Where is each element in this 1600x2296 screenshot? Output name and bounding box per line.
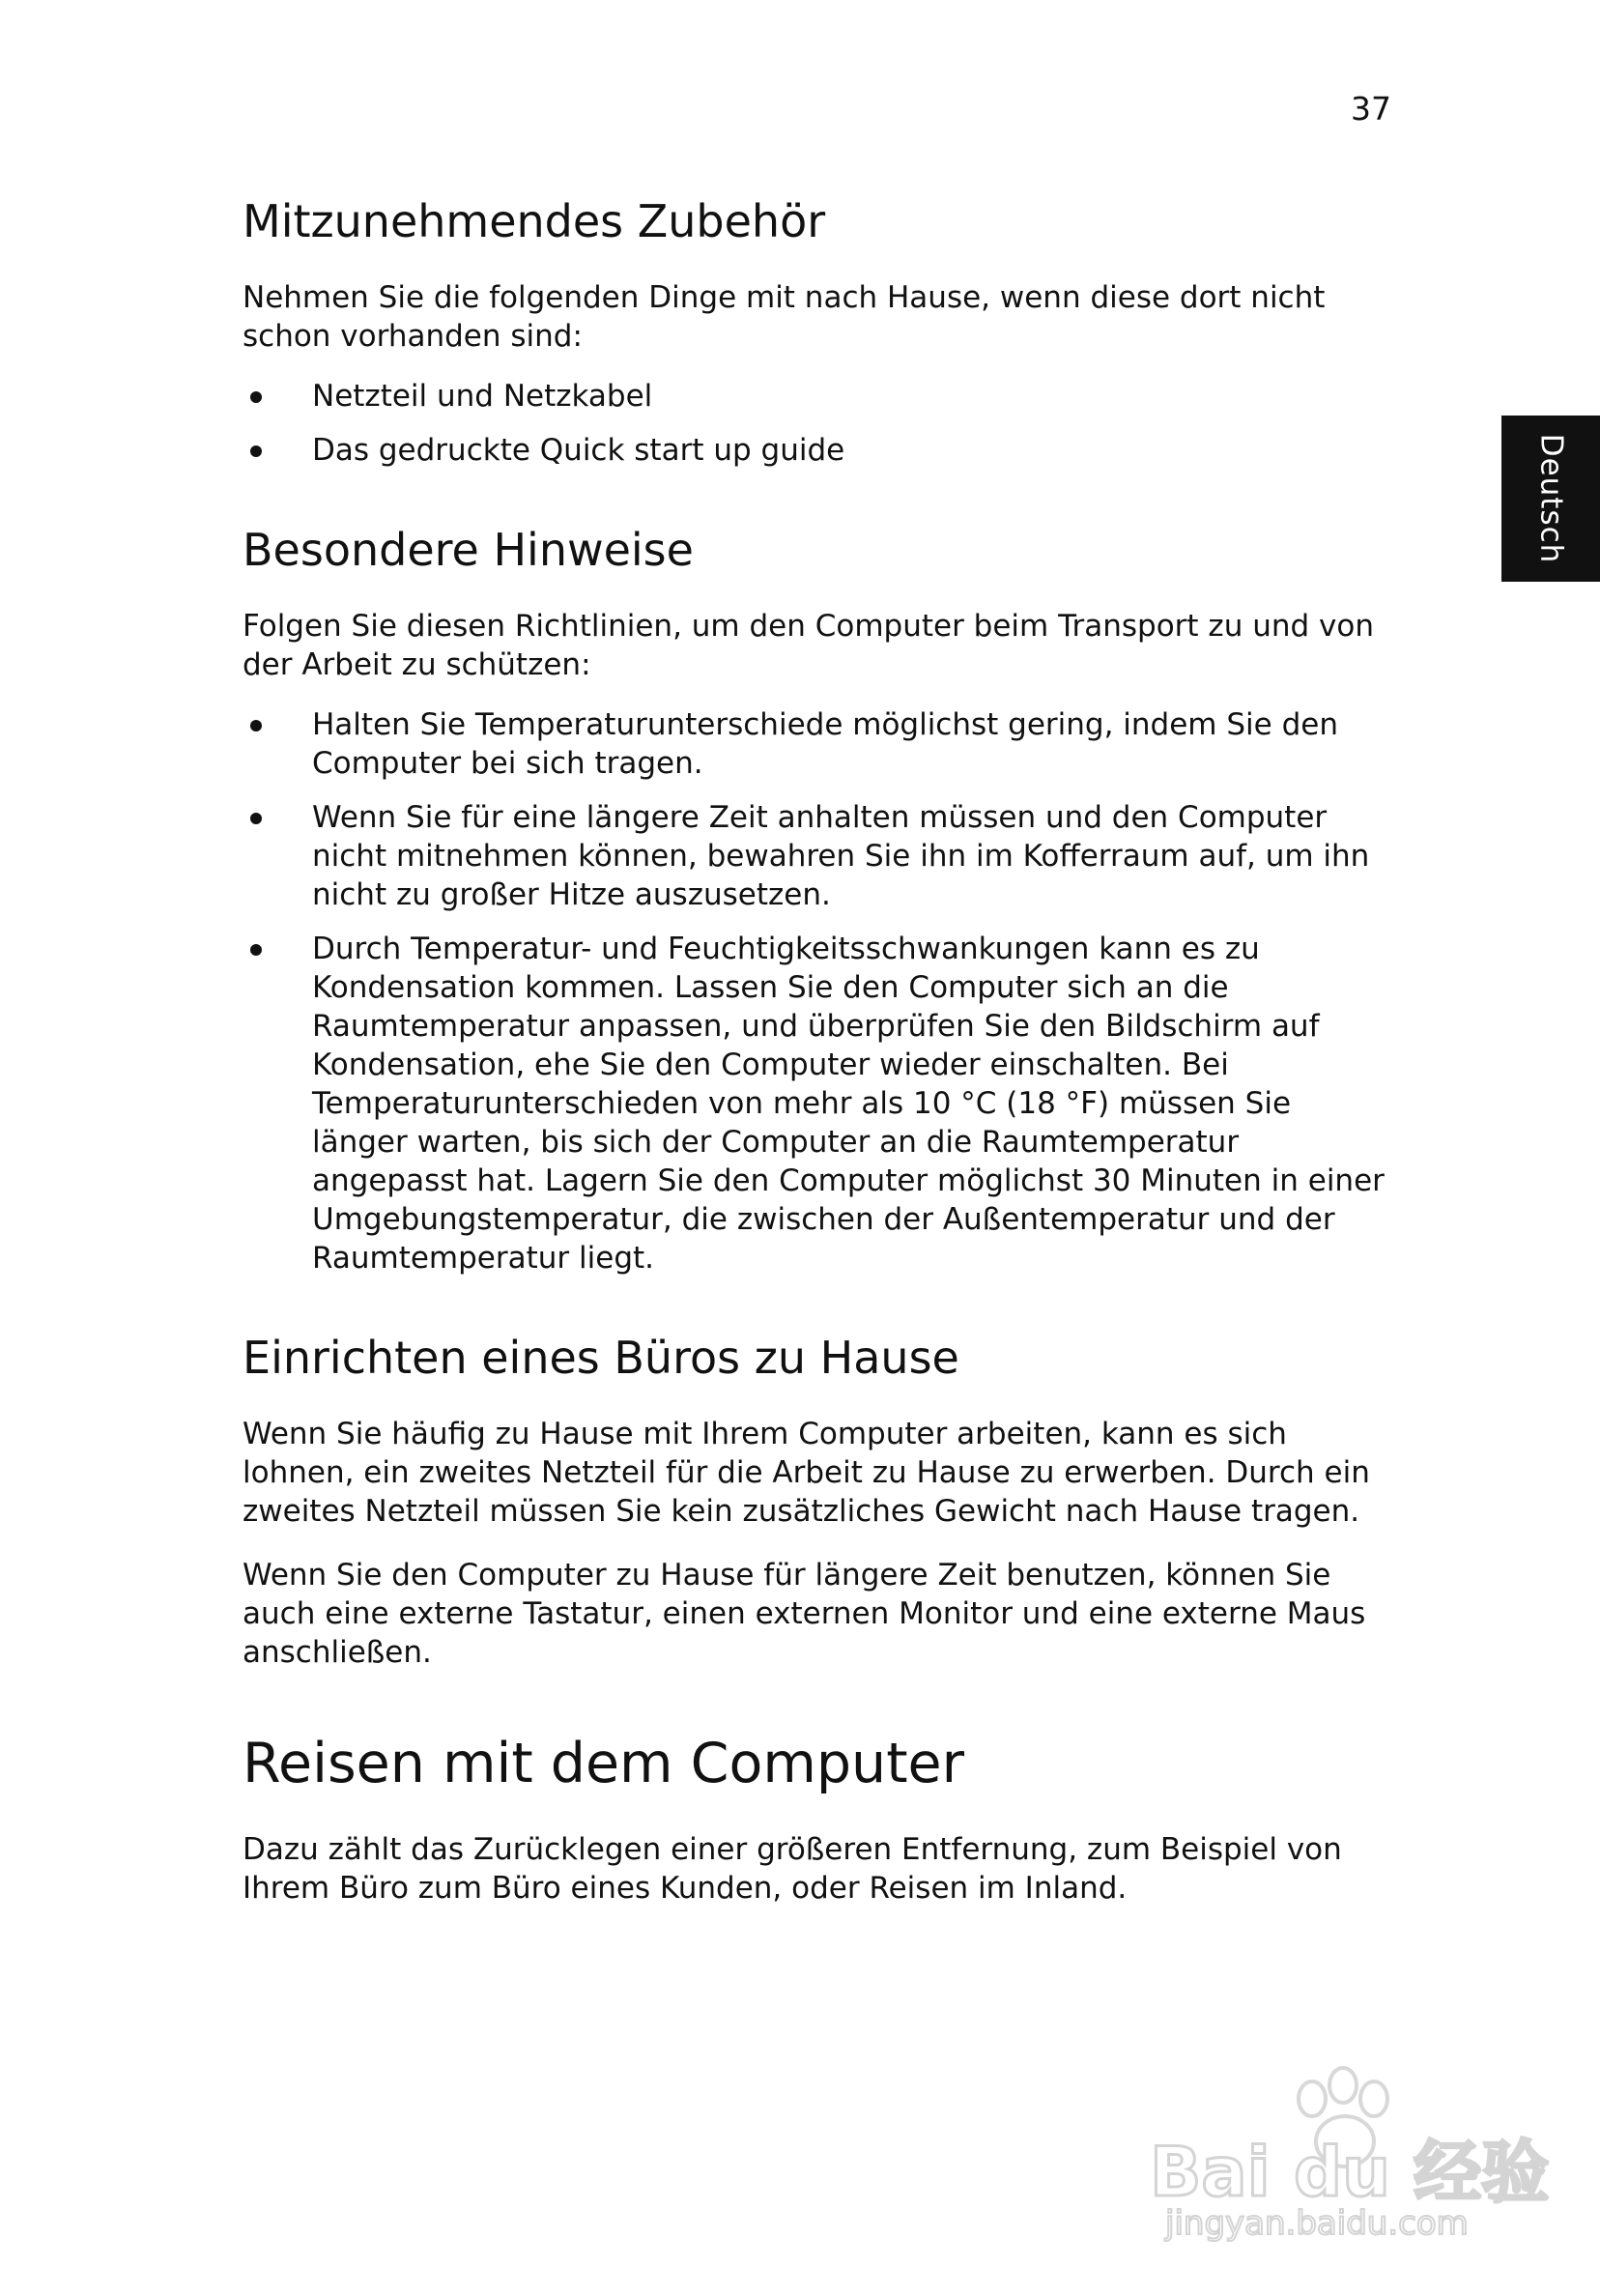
heading-zubehoer: Mitzunehmendes Zubehör <box>243 195 826 247</box>
bullet-icon <box>250 720 262 732</box>
heading-buero: Einrichten eines Büros zu Hause <box>243 1332 959 1384</box>
bullet-icon <box>250 944 262 956</box>
list-item-text: Wenn Sie für eine längere Zeit anhalten müssen und den Computer nicht mitnehmen können, bewahren Sie ihn im Kofferraum auf, um ihn nicht zu großer Hitze auszusetzen. <box>312 800 1370 912</box>
bullet-icon <box>250 445 262 457</box>
watermark-brand: Bai du 经验 <box>1150 2133 1550 2212</box>
watermark-url: jingyan.baidu.com <box>1165 2204 1469 2243</box>
list-item <box>243 377 1392 416</box>
language-tab <box>1501 416 1600 582</box>
heading-hinweise: Besondere Hinweise <box>243 524 694 576</box>
list-item-text: Durch Temperatur- und Feuchtigkeitsschwankungen kann es zu Kondensation kommen. Lassen Sie den Computer sich an die Raumtemperatur anpassen, und überprüfen Sie den Bildschirm auf Kondensation, ehe Sie den Computer wieder einschalten. Bei Temperaturunterschieden von mehr als 10 °C (18 °F) müssen Sie länger warten, bis sich der Computer an die Raumtemperatur angepasst hat. Lagern Sie den Computer möglichst 30 Minuten in einer Umgebungstemperatur, die zwischen der Außentemperatur und der Raumtemperatur liegt. <box>312 932 1385 1276</box>
para-reisen: Dazu zählt das Zurücklegen einer größeren Entfernung, zum Beispiel von Ihrem Büro zum Büro eines Kunden, oder Reisen im Inland. <box>243 1832 1342 1906</box>
list-hinweise <box>243 705 1392 1277</box>
bullet-icon <box>250 391 262 403</box>
list-item-text: Das gedruckte Quick start up guide <box>312 433 845 468</box>
intro-zubehoer: Nehmen Sie die folgenden Dinge mit nach Hause, wenn diese dort nicht schon vorhanden sind: <box>243 280 1326 354</box>
list-item <box>243 930 1392 1277</box>
language-tab-label: Deutsch <box>1533 433 1568 564</box>
intro-hinweise: Folgen Sie diesen Richtlinien, um den Computer beim Transport zu und von der Arbeit zu schützen: <box>243 609 1374 682</box>
list-item <box>243 798 1392 914</box>
heading-reisen: Reisen mit dem Computer <box>243 1732 965 1795</box>
list-item-text: Halten Sie Temperaturunterschiede möglichst gering, indem Sie den Computer bei sich tragen. <box>312 707 1338 781</box>
para-buero-2: Wenn Sie den Computer zu Hause für längere Zeit benutzen, können Sie auch eine externe Tastatur, einen externen Monitor und eine externe Maus anschließen. <box>243 1558 1366 1670</box>
list-zubehoer <box>243 377 1392 470</box>
list-item <box>243 431 1392 470</box>
list-item <box>243 705 1392 783</box>
para-buero-1: Wenn Sie häufig zu Hause mit Ihrem Computer arbeiten, kann es sich lohnen, ein zweites Netzteil für die Arbeit zu Hause zu erwerben. Durch ein zweites Netzteil müssen Sie kein zusätzliches Gewicht nach Hause tragen. <box>243 1417 1370 1529</box>
bullet-icon <box>250 813 262 824</box>
baidu-watermark <box>1130 2049 1550 2243</box>
page-number: 37 <box>1351 90 1391 128</box>
list-item-text: Netzteil und Netzkabel <box>312 379 653 414</box>
